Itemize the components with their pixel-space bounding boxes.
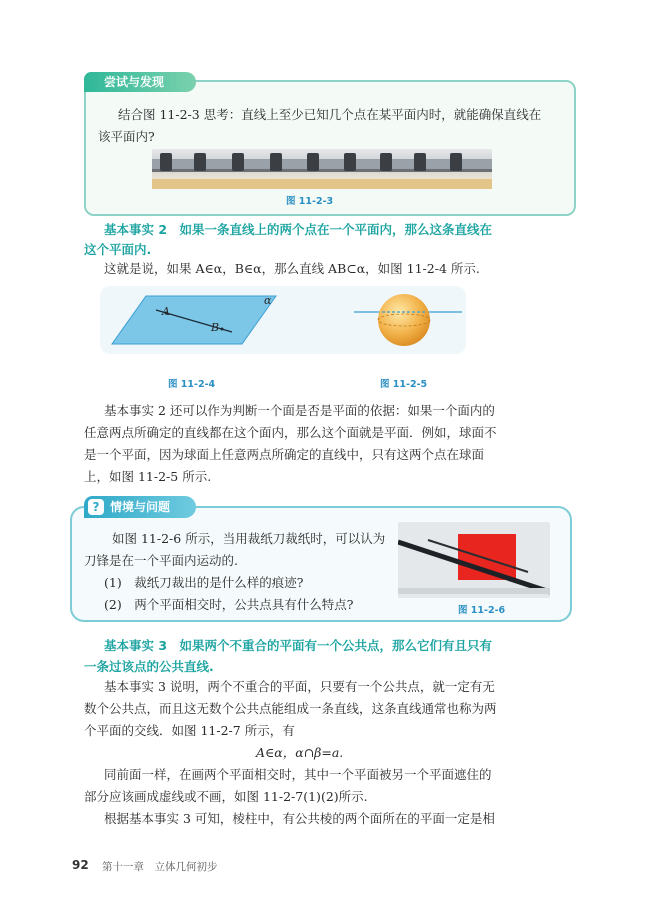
paragraph4: 根据基本事实 3 可知，棱柱中，有公共棱的两个面所在的平面一定是相 bbox=[104, 811, 495, 826]
try-discover-text-line1: 结合图 11-2-3 思考：直线上至少已知几个点在某平面内时，就能确保直线在 bbox=[118, 107, 542, 122]
paragraph2-line3: 个平面的交线．如图 11-2-7 所示，有 bbox=[84, 723, 295, 738]
paragraph1-line2: 任意两点所确定的直线都在这个面内，那么这个面就是平面．例如，球面不 bbox=[84, 425, 497, 440]
paragraph3-line1: 同前面一样，在画两个平面相交时，其中一个平面被另一个平面遮住的 bbox=[104, 767, 492, 782]
figure-caption-11-2-6: 图 11-2-6 bbox=[458, 605, 506, 616]
paragraph1-line4: 上，如图 11-2-5 所示. bbox=[84, 469, 212, 484]
paragraph1-line3: 是一个平面，因为球面上任意两点所确定的直线中，只有这两个点在球面 bbox=[84, 447, 485, 462]
situation-line1: 如图 11-2-6 所示，当用裁纸刀裁纸时，可以认为 bbox=[112, 531, 386, 546]
try-discover-tab: 尝试与发现 bbox=[84, 72, 196, 92]
situation-question2: (2) 两个平面相交时，公共点具有什么特点? bbox=[104, 597, 354, 612]
point-b-label: B bbox=[211, 321, 220, 334]
situation-tab: 情境与问题 bbox=[84, 496, 196, 518]
fact2-heading-line2: 这个平面内. bbox=[84, 242, 152, 257]
sphere-figure bbox=[354, 290, 462, 350]
paragraph3-line2: 部分应该画成虚线或不画，如图 11-2-7(1)(2)所示. bbox=[84, 789, 368, 804]
plane-figure bbox=[110, 292, 280, 348]
plane-alpha-label: α bbox=[264, 294, 272, 307]
paper-cutter-illustration bbox=[398, 522, 550, 598]
clip-rail-illustration bbox=[152, 149, 492, 189]
fact2-explain: 这就是说，如果 A∈α，B∈α，那么直线 AB⊂α，如图 11-2-4 所示. bbox=[104, 261, 480, 276]
paragraph2-line2: 数个公共点，而且这无数个公共点能组成一条直线，这条直线通常也称为两 bbox=[84, 701, 497, 716]
clip-rail-photo bbox=[152, 149, 492, 189]
fact3-heading-line1: 基本事实 3 如果两个不重合的平面有一个公共点，那么它们有且只有 bbox=[104, 638, 493, 653]
paper-cutter-photo bbox=[398, 522, 550, 598]
try-discover-text-line2: 该平面内? bbox=[98, 129, 155, 144]
chapter-title: 第十一章 立体几何初步 bbox=[102, 861, 218, 873]
fact2-heading-line1: 基本事实 2 如果一条直线上的两个点在一个平面内，那么这条直线在 bbox=[104, 222, 493, 237]
page-number: 92 bbox=[72, 858, 89, 872]
figure-caption-11-2-3: 图 11-2-3 bbox=[286, 196, 334, 207]
situation-line2: 刀锋是在一个平面内运动的. bbox=[84, 553, 238, 568]
paragraph2-line1: 基本事实 3 说明，两个不重合的平面，只要有一个公共点，就一定有无 bbox=[104, 679, 495, 694]
figure-caption-11-2-4: 图 11-2-4 bbox=[168, 379, 216, 390]
point-a-label: A bbox=[162, 305, 170, 318]
situation-question1: (1) 裁纸刀裁出的是什么样的痕迹? bbox=[104, 575, 304, 590]
question-icon: ? bbox=[88, 499, 104, 515]
paragraph1-line1: 基本事实 2 还可以作为判断一个面是否是平面的依据：如果一个面内的 bbox=[104, 403, 495, 418]
formula: A∈α，α∩β=a. bbox=[256, 745, 344, 760]
fact3-heading-line2: 一条过该点的公共直线. bbox=[84, 659, 214, 674]
figure-caption-11-2-5: 图 11-2-5 bbox=[380, 379, 428, 390]
